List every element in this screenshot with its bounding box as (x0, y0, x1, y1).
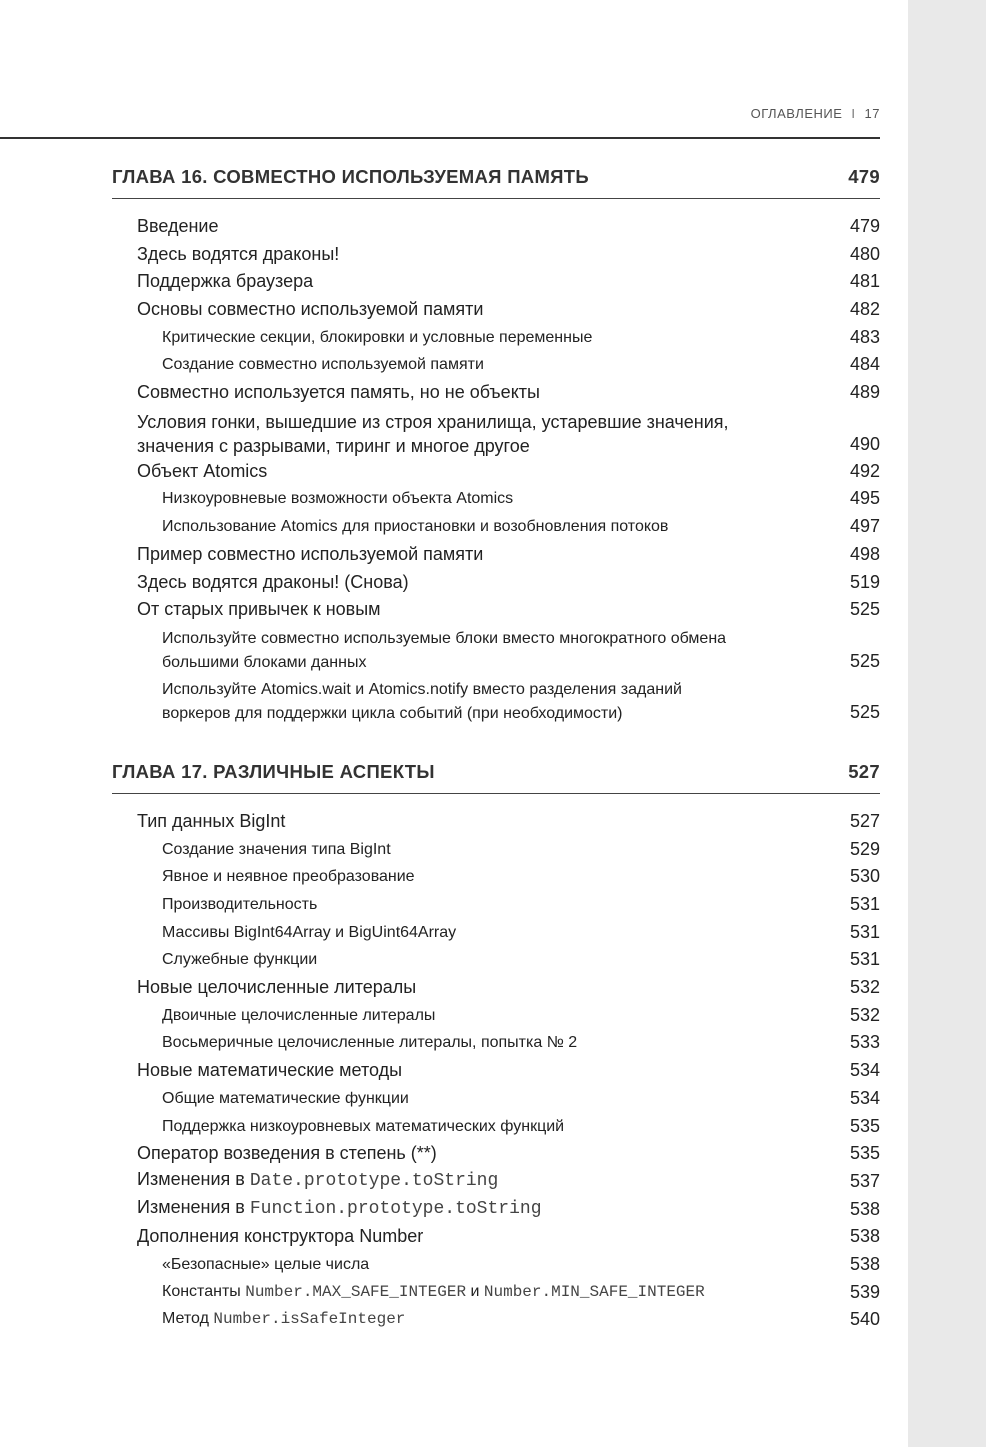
entry-prefix: Изменения в (137, 1168, 250, 1189)
entry-title (162, 627, 820, 675)
entry-title: Здесь водятся драконы! (137, 243, 340, 264)
toc-entry[interactable] (112, 407, 880, 458)
entry-page: 480 (849, 243, 880, 264)
running-head-separator: I (851, 106, 856, 121)
entry-title (137, 410, 820, 458)
entry-page: 525 (849, 701, 880, 722)
toc-subentry[interactable] (112, 513, 880, 541)
toc-entry[interactable] (112, 808, 880, 836)
entry-page: 525 (849, 599, 880, 620)
entry-page: 492 (849, 460, 880, 481)
running-head-section: ОГЛАВЛЕНИЕ (750, 106, 843, 121)
running-head-page: 17 (864, 106, 880, 121)
entry-title: Восьмеричные целочисленные литералы, попытка № 2 (162, 1034, 578, 1052)
toc-subentry[interactable] (112, 324, 880, 352)
entry-code: Number.isSafeInteger (213, 1310, 406, 1329)
toc-entry[interactable] (112, 1196, 880, 1224)
entry-title: Здесь водятся драконы! (Снова) (137, 571, 409, 592)
entry-code: Number.MAX_SAFE_INTEGER (245, 1282, 467, 1301)
entry-page: 490 (849, 433, 880, 454)
toc-subentry[interactable] (112, 863, 880, 891)
entry-page: 534 (849, 1060, 880, 1081)
header-rule (0, 137, 880, 139)
toc-entry[interactable] (112, 213, 880, 241)
entry-page: 531 (849, 894, 880, 915)
toc-entry[interactable] (112, 541, 880, 569)
toc-subentry[interactable] (112, 1279, 880, 1307)
entry-title: Низкоуровневые возможности объекта Atomics (162, 490, 514, 508)
chapter-page: 527 (848, 761, 880, 782)
entry-page: 532 (849, 1004, 880, 1025)
entry-title (162, 1305, 820, 1334)
entry-title: Объект Atomics (137, 460, 268, 481)
toc-entry[interactable] (112, 1168, 880, 1196)
entry-title: Явное и неявное преобразование (162, 868, 415, 886)
entry-page: 483 (849, 326, 880, 347)
entry-page: 519 (849, 571, 880, 592)
entry-page: 527 (849, 810, 880, 831)
entry-page: 535 (849, 1115, 880, 1136)
entry-page: 498 (849, 543, 880, 564)
toc-subentry[interactable] (112, 919, 880, 947)
entry-page: 531 (849, 921, 880, 942)
entry-page: 540 (849, 1309, 880, 1330)
toc-subentry[interactable] (112, 1030, 880, 1058)
entry-code-2: Number.MIN_SAFE_INTEGER (483, 1282, 705, 1301)
entry-page: 489 (849, 382, 880, 403)
entry-title (137, 1194, 820, 1224)
toc-entry[interactable] (112, 268, 880, 296)
entry-title-line-2: большими блоками данных (162, 653, 367, 671)
entry-page: 532 (849, 977, 880, 998)
toc-entry[interactable] (112, 458, 880, 486)
entry-page: 530 (849, 866, 880, 887)
entry-page: 482 (849, 299, 880, 320)
entry-title: Массивы BigInt64Array и BigUint64Array (162, 923, 457, 941)
entry-page: 531 (849, 949, 880, 970)
toc-entry[interactable] (112, 1140, 880, 1168)
entry-title: Критические секции, блокировки и условные переменные (162, 328, 593, 346)
entry-page: 481 (849, 271, 880, 292)
entry-title: Новые математические методы (137, 1060, 403, 1081)
page-margin-strip (908, 0, 986, 1447)
toc-subentry[interactable] (112, 486, 880, 514)
entry-page: 529 (849, 838, 880, 859)
chapter-17 (112, 761, 880, 1334)
toc-list (112, 213, 880, 726)
entry-page: 497 (849, 516, 880, 537)
running-head (600, 106, 880, 121)
chapter-page: 479 (848, 166, 880, 187)
entry-title-line-2: значения с разрывами, тиринг и многое другое (137, 435, 530, 456)
toc-entry[interactable] (112, 296, 880, 324)
entry-code: Function.prototype.toString (249, 1198, 542, 1219)
entry-page: 484 (849, 354, 880, 375)
toc-subentry[interactable] (112, 1085, 880, 1113)
entry-page: 535 (849, 1143, 880, 1164)
entry-title: Общие математические функции (162, 1089, 409, 1107)
entry-title: Использование Atomics для приостановки и возобновления потоков (162, 518, 669, 536)
entry-title-line-1: Используйте Atomics.wait и Atomics.notify вместо разделения заданий (162, 680, 682, 698)
toc-subentry[interactable] (112, 1113, 880, 1141)
entry-title-line-1: Условия гонки, вышедшие из строя хранилища, устаревшие значения, (137, 411, 729, 432)
entry-page: 495 (849, 488, 880, 509)
toc-entry[interactable] (112, 1057, 880, 1085)
entry-title: Дополнения конструктора Number (137, 1226, 424, 1247)
entry-title: Оператор возведения в степень (**) (137, 1143, 437, 1164)
entry-page: 533 (849, 1032, 880, 1053)
entry-title: Служебные функции (162, 951, 318, 969)
entry-page: 479 (849, 215, 880, 236)
toc-subentry[interactable] (112, 675, 880, 726)
toc-entry[interactable] (112, 241, 880, 269)
chapter-heading[interactable] (112, 166, 880, 199)
chapter-title: ГЛАВА 17. РАЗЛИЧНЫЕ АСПЕКТЫ (112, 761, 435, 782)
toc-subentry[interactable] (112, 1306, 880, 1334)
entry-title: Основы совместно используемой памяти (137, 299, 484, 320)
entry-prefix: Изменения в (137, 1196, 250, 1217)
entry-title: Совместно используется память, но не объекты (137, 382, 540, 403)
toc-subentry[interactable] (112, 946, 880, 974)
entry-title: Тип данных BigInt (137, 810, 286, 831)
entry-title-line-2: воркеров для поддержки цикла событий (при необходимости) (162, 704, 623, 722)
entry-title (137, 1166, 820, 1196)
entry-prefix: Метод (162, 1310, 214, 1328)
entry-title: Пример совместно используемой памяти (137, 543, 484, 564)
entry-title: Создание значения типа BigInt (162, 840, 391, 858)
entry-title: Создание совместно используемой памяти (162, 356, 484, 374)
entry-title (162, 678, 820, 726)
entry-title: От старых привычек к новым (137, 599, 381, 620)
toc-subentry[interactable] (112, 624, 880, 675)
toc-subentry[interactable] (112, 1002, 880, 1030)
toc-entry[interactable] (112, 569, 880, 597)
toc-entry[interactable] (112, 379, 880, 407)
chapter-heading[interactable] (112, 761, 880, 794)
chapter-16 (112, 166, 880, 726)
entry-page: 537 (849, 1170, 880, 1191)
entry-title-line-1: Используйте совместно используемые блоки вместо многократного обмена (162, 629, 727, 647)
entry-title: Двоичные целочисленные литералы (162, 1006, 436, 1024)
toc-subentry[interactable] (112, 1251, 880, 1279)
entry-page: 538 (849, 1226, 880, 1247)
entry-page: 525 (849, 650, 880, 671)
entry-page: 538 (849, 1198, 880, 1219)
toc-subentry[interactable] (112, 836, 880, 864)
toc-subentry[interactable] (112, 351, 880, 379)
toc-entry[interactable] (112, 1223, 880, 1251)
chapter-title: ГЛАВА 16. СОВМЕСТНО ИСПОЛЬЗУЕМАЯ ПАМЯТЬ (112, 166, 589, 187)
entry-title: Производительность (162, 896, 318, 914)
entry-title: Новые целочисленные литералы (137, 977, 417, 998)
entry-code: Date.prototype.toString (249, 1170, 499, 1191)
toc-entry[interactable] (112, 596, 880, 624)
entry-page: 538 (849, 1253, 880, 1274)
toc-list (112, 808, 880, 1334)
toc-subentry[interactable] (112, 891, 880, 919)
entry-title: Введение (137, 215, 219, 236)
entry-title (162, 1278, 820, 1307)
entry-title: Поддержка низкоуровневых математических функций (162, 1117, 565, 1135)
entry-title: «Безопасные» целые числа (162, 1255, 370, 1273)
entry-page: 534 (849, 1087, 880, 1108)
entry-page: 539 (849, 1281, 880, 1302)
entry-title: Поддержка браузера (137, 271, 314, 292)
entry-prefix: Константы (162, 1282, 246, 1300)
entry-conjunction: и (466, 1282, 484, 1300)
toc-entry[interactable] (112, 974, 880, 1002)
